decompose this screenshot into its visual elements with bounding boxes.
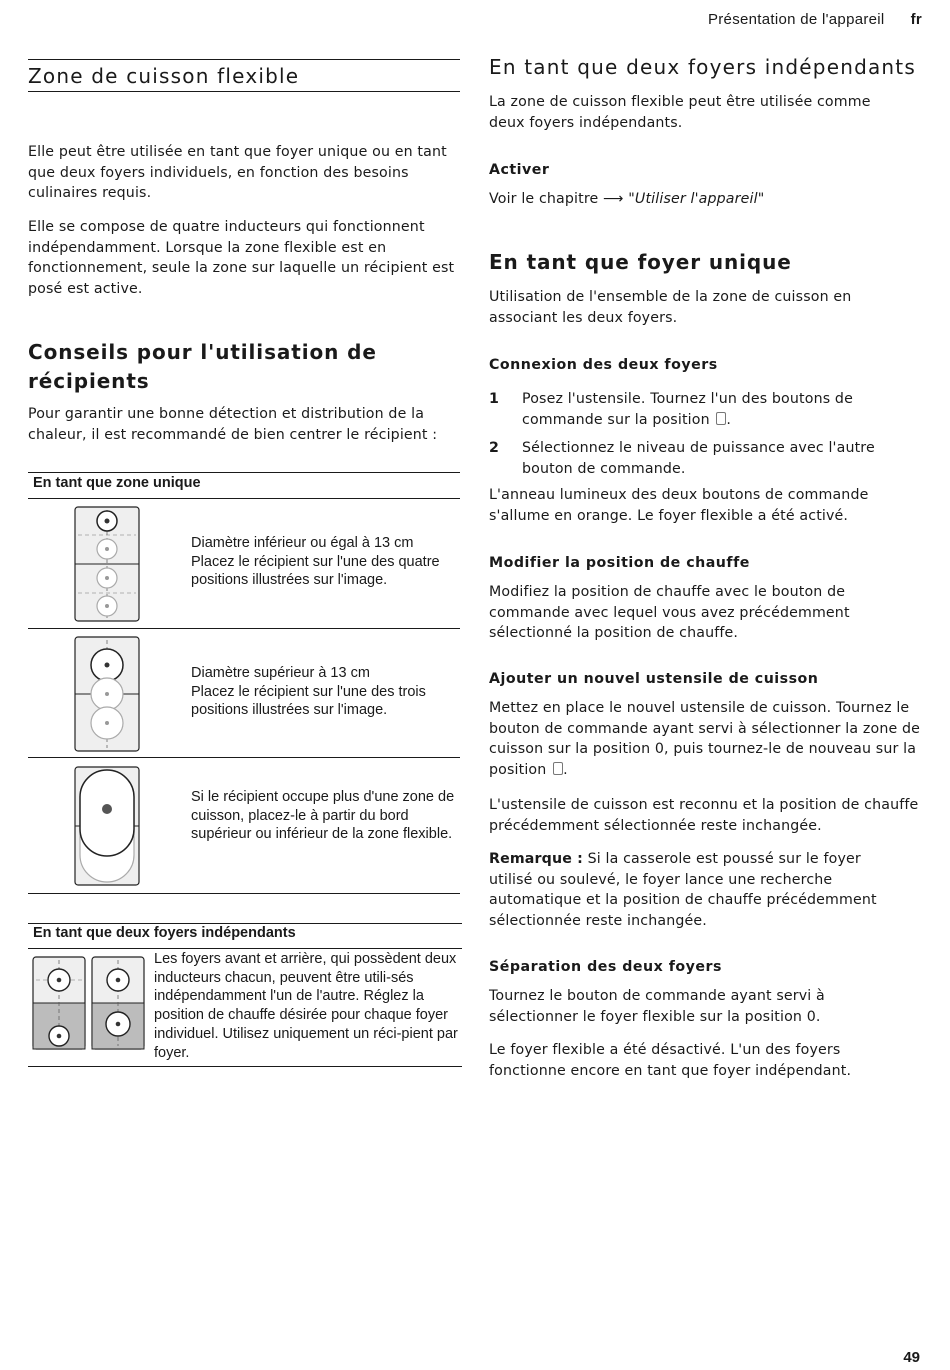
separation-paragraph-1: Tournez le bouton de commande ayant servi à sélectionner le foyer flexible sur la position 0. bbox=[489, 988, 825, 1025]
flex-position-symbol-icon bbox=[716, 412, 726, 425]
separation-paragraph-2: Le foyer flexible a été désactivé. L'un des foyers fonctionne encore en tant que foyer indépendant. bbox=[489, 1042, 852, 1079]
single-zone-paragraph: Utilisation de l'ensemble de la zone de cuisson en associant les deux foyers. bbox=[489, 289, 852, 326]
remarque-text: Si la casserole est poussé sur le foyer utilisé ou soulevé, le foyer lance une recherche automatique et la position de chauffe précédemment sélectionnée reste inchangée. bbox=[489, 851, 877, 929]
step-1-number: 1 bbox=[489, 391, 500, 407]
ajouter-paragraph-1-text: Mettez en place le nouvel ustensile de cuisson. Tournez le bouton de commande ayant servi à sélectionner la zone de cuisson sur la position 0, puis tournez-le de nouveau sur la position bbox=[489, 700, 921, 778]
activer-text: Voir le chapitre bbox=[489, 191, 599, 207]
header-lang: fr bbox=[910, 11, 922, 28]
step-1 bbox=[489, 389, 929, 433]
table1-row1-text: Diamètre inférieur ou égal à 13 cm Placez le récipient sur l'une des quatre positions illustrées sur l'image. bbox=[191, 535, 440, 589]
tips-paragraph: Pour garantir une bonne détection et distribution de la chaleur, il est recommandé de bien centrer le récipient : bbox=[28, 406, 438, 443]
header-section: Présentation de l'appareil bbox=[707, 11, 885, 28]
modifier-paragraph: Modifiez la position de chauffe avec le bouton de commande avec lequel vous avez précédemment sélectionné la position de chauffe. bbox=[489, 584, 850, 641]
table-row-divider bbox=[28, 757, 460, 758]
table-border bbox=[28, 948, 462, 949]
subtitle-ajouter: Ajouter un nouvel ustensile de cuisson bbox=[489, 671, 819, 687]
intro-paragraph-1: Elle peut être utilisée en tant que foyer unique ou en tant que deux foyers individuels, en fonction des besoins culinaires requis. bbox=[28, 144, 447, 201]
table-border bbox=[28, 1066, 462, 1067]
page-header bbox=[708, 11, 922, 28]
table-border bbox=[28, 923, 462, 924]
divider bbox=[28, 59, 460, 60]
table1-title: En tant que zone unique bbox=[33, 475, 201, 491]
diagram-two-independent-zones bbox=[32, 956, 146, 1050]
table1-row3-text: Si le récipient occupe plus d'une zone de cuisson, placez-le à partir du bord supérieur ou inférieur de la zone flexible. bbox=[191, 789, 455, 843]
table2-text: Les foyers avant et arrière, qui possèdent deux inducteurs chacun, peuvent être utili-sés indépendamment l'un de l'autre. Réglez la position de chauffe désirée pour chaque foyer individuel. Utilisez uniquement un réci-pient par foyer. bbox=[154, 951, 458, 1061]
activer-paragraph bbox=[489, 189, 929, 210]
table1-row2-text: Diamètre supérieur à 13 cm Placez le récipient sur l'une des trois positions illustrées sur l'image. bbox=[191, 665, 426, 719]
page-number: 49 bbox=[903, 1349, 920, 1366]
divider bbox=[28, 91, 460, 92]
table-border bbox=[28, 498, 460, 499]
flex-position-symbol-icon bbox=[553, 762, 563, 775]
remarque-label: Remarque : bbox=[489, 851, 583, 867]
section-title-two-independent: En tant que deux foyers indépendants bbox=[489, 55, 916, 79]
diagram-small-pot-four-positions bbox=[74, 506, 142, 624]
section-title-flex-zone: Zone de cuisson flexible bbox=[28, 64, 300, 88]
subtitle-modifier: Modifier la position de chauffe bbox=[489, 555, 750, 571]
subtitle-connexion: Connexion des deux foyers bbox=[489, 357, 718, 373]
table-border bbox=[28, 893, 460, 894]
step-1-text-wrap: Posez l'ustensile. Tournez l'un des boutons de commande sur la position . bbox=[522, 391, 853, 428]
section-title-tips: Conseils pour l'utilisation de récipients bbox=[28, 340, 377, 393]
two-independent-paragraph: La zone de cuisson flexible peut être utilisée comme deux foyers indépendants. bbox=[489, 94, 871, 131]
arrow-right-icon: ⟶ bbox=[603, 191, 624, 207]
connexion-after-paragraph: L'anneau lumineux des deux boutons de commande s'allume en orange. Le foyer flexible a été activé. bbox=[489, 487, 869, 524]
ajouter-paragraph-1: Mettez en place le nouvel ustensile de cuisson. Tournez le bouton de commande ayant servi à sélectionner la zone de cuisson sur la position 0, puis tournez-le de nouveau sur la position . bbox=[489, 700, 921, 778]
ajouter-paragraph-2: L'ustensile de cuisson est reconnu et la position de chauffe précédemment sélectionnée reste inchangée. bbox=[489, 797, 919, 834]
remarque-paragraph bbox=[489, 849, 909, 931]
diagram-large-pot-oval bbox=[74, 766, 142, 888]
step-2-number: 2 bbox=[489, 440, 500, 456]
diagram-medium-pot-three-positions bbox=[74, 636, 142, 754]
step-2-text: Sélectionnez le niveau de puissance avec l'autre bouton de commande. bbox=[522, 440, 875, 477]
step-2 bbox=[489, 438, 929, 482]
table2-title: En tant que deux foyers indépendants bbox=[33, 925, 296, 941]
subtitle-separation: Séparation des deux foyers bbox=[489, 959, 722, 975]
intro-paragraph-2: Elle se compose de quatre inducteurs qui fonctionnent indépendamment. Lorsque la zone flexible est en fonctionnement, seule la zone sur laquelle un récipient est posé est active. bbox=[28, 219, 455, 297]
step-1-text: Posez l'ustensile. Tournez l'un des boutons de commande sur la position bbox=[522, 391, 853, 428]
table-row-divider bbox=[28, 628, 460, 629]
chapter-link[interactable]: "Utiliser l'appareil" bbox=[628, 191, 765, 207]
section-title-single-zone: En tant que foyer unique bbox=[489, 250, 792, 274]
table-border bbox=[28, 472, 460, 473]
subtitle-activer: Activer bbox=[489, 162, 550, 178]
